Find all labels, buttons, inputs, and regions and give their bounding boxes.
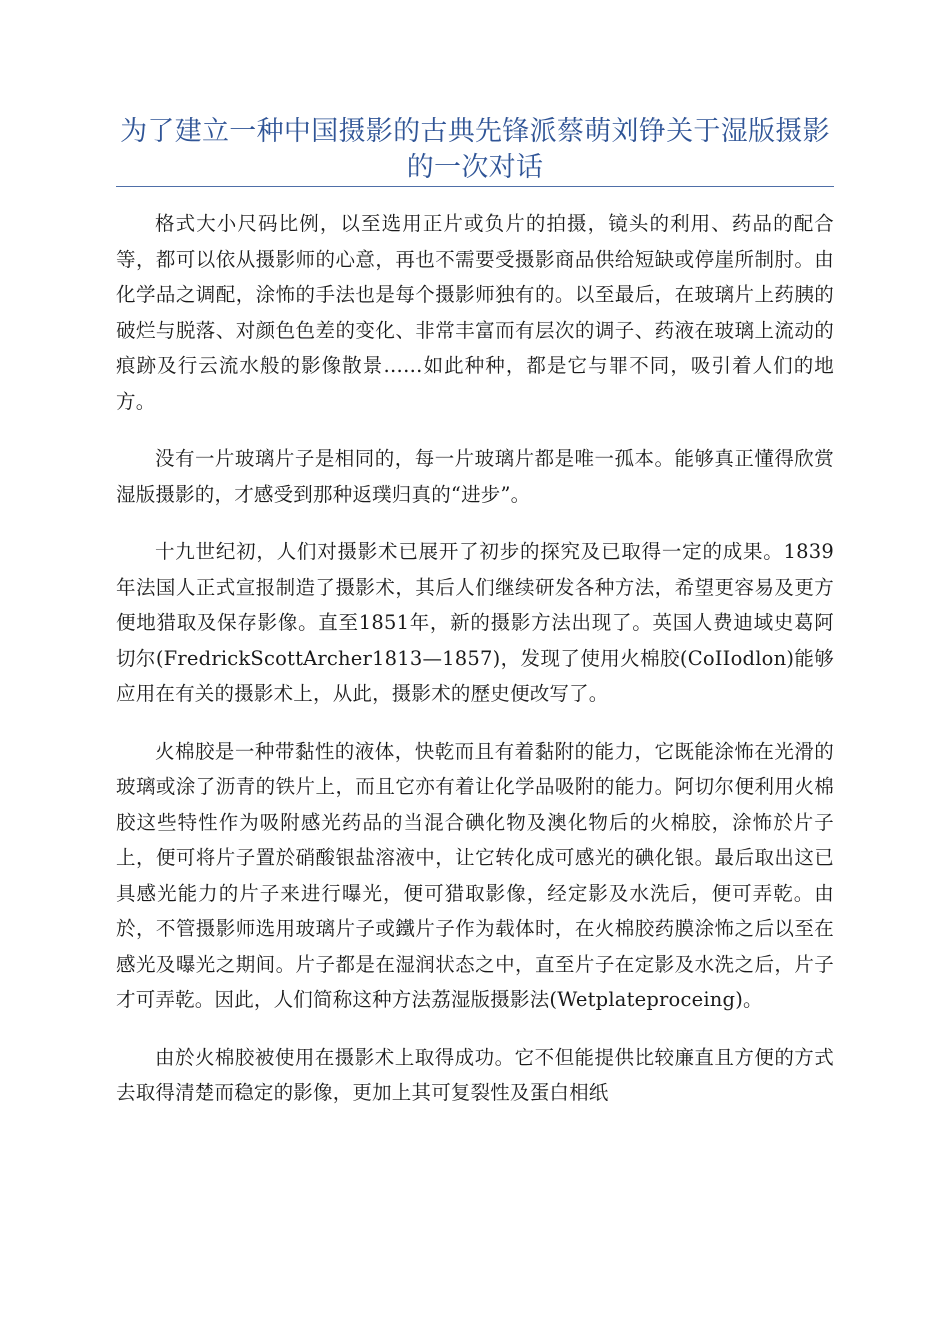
- paragraph-5: 由於火棉胶被使用在摄影术上取得成功。它不但能提供比较廉直且方便的方式去取得清楚而稳定的影像，更加上其可复裂性及蛋白相纸: [116, 1045, 834, 1104]
- paragraph-4: 火棉胶是一种带黏性的液体，快乾而且有着黏附的能力，它既能涂怖在光滑的玻璃或涂了沥青的铁片上，而且它亦有着让化学品吸附的能力。阿切尔便利用火棉胶这些特性作为吸附感光药品的当混合碘化物及澳化物后的火棉胶，涂怖於片子上，便可将片子置於硝酸银盐溶液中，让它转化成可感光的碘化银。最后取出这已具感光能力的片子来进行曝光，便可猎取影像，经定影及水洗后，便可弄乾。由於，不管摄影师选用玻璃片子或鐵片子作为载体时，在火棉胶药膜涂怖之后以至在感光及曝光之期间。片子都是在湿润状态之中，直至片子在定影及水洗之后，片子才可弄乾。因此，人们简称这种方法荔湿版摄影法(Wetplateproceing)。: [116, 739, 834, 1011]
- title-underline: [116, 186, 834, 187]
- paragraph-3: 十九世纪初，人们对摄影术已展开了初步的探究及已取得一定的成果。1839年法国人正式宣报制造了摄影术，其后人们继续研发各种方法，希望更容易及更方便地猎取及保存影像。直至1851年，新的摄影方法出现了。英国人费迪域史葛阿切尔(FredrickScottArcher1813—1857)，发现了使用火棉胶(CoIIodlon)能够应用在有关的摄影术上，从此，摄影术的歷史便改写了。: [116, 540, 834, 705]
- document-title: 为了建立一种中国摄影的古典先锋派蔡萌刘铮关于湿版摄影的一次对话: [120, 116, 830, 183]
- paragraph-2: 没有一片玻璃片子是相同的，每一片玻璃片都是唯一孤本。能够真正懂得欣赏湿版摄影的，才感受到那种返璞归真的“进步”。: [116, 447, 834, 506]
- paragraph-1: 格式大小尺码比例，以至选用正片或负片的拍摄，镜头的利用、药品的配合等，都可以依从摄影师的心意，再也不需要受摄影商品供给短缺或停崖所制肘。由化学品之调配，涂怖的手法也是每个摄影师独有的。以至最后，在玻璃片上药胰的破烂与脱落、对颜色色差的变化、非常丰富而有层次的调子、药液在玻璃上流动的痕跡及行云流水般的影像散景……如此种种，都是它与罪不同，吸引着人们的地方。: [116, 212, 834, 413]
- document-body: [116, 206, 834, 1133]
